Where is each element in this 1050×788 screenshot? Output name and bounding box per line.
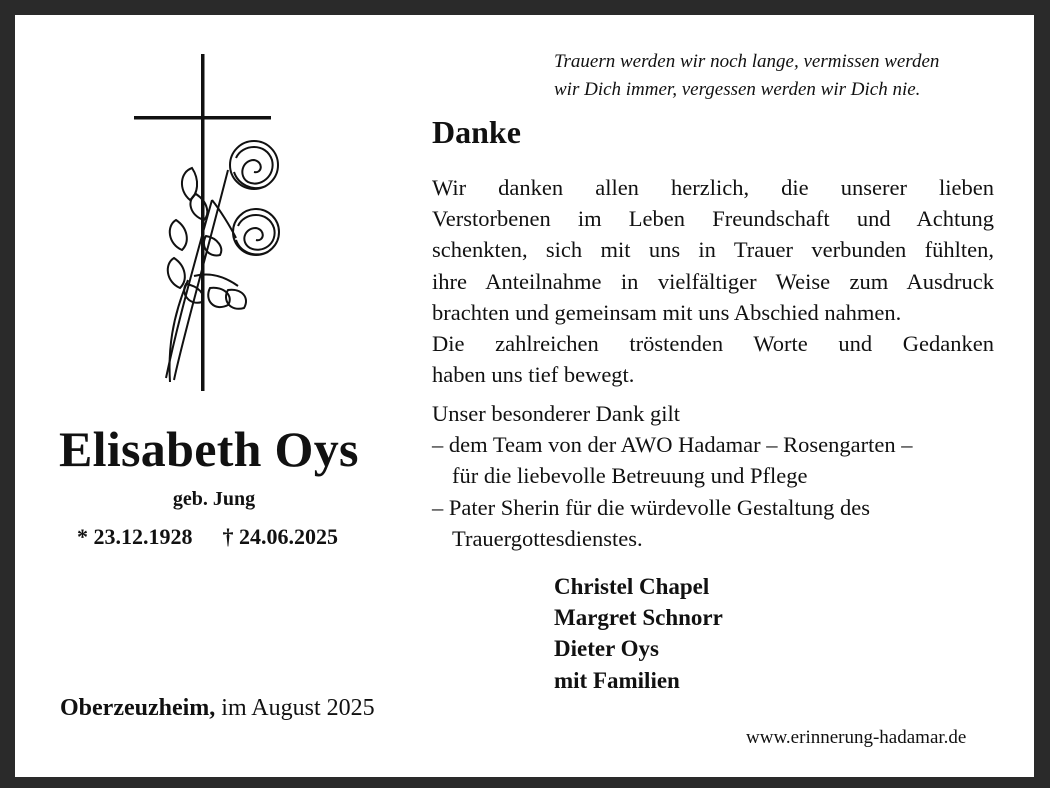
death-date: † 24.06.2025 xyxy=(222,524,338,549)
birth-date: * 23.12.1928 xyxy=(77,524,193,549)
signer-name: Margret Schnorr xyxy=(554,605,723,631)
signer-name: Dieter Oys xyxy=(554,636,659,662)
thanks-line: schenkten, sich mit uns in Trauer verbunden fühlten, xyxy=(432,237,994,263)
place-town: Oberzeuzheim, xyxy=(60,695,216,721)
life-dates xyxy=(77,524,338,550)
signer-name: Christel Chapel xyxy=(554,574,710,599)
place-date: im August 2025 xyxy=(215,695,375,721)
thanks-line: Verstorbenen im Leben Freundschaft und Achtung xyxy=(432,206,994,232)
roses-icon xyxy=(166,141,279,382)
thanks-heading: Danke xyxy=(432,114,521,150)
birth-name: geb. Jung xyxy=(172,488,256,510)
motto-line-2: wir Dich immer, vergessen werden wir Dich nie. xyxy=(554,79,921,100)
motto-line-1: Trauern werden wir noch lange, vermissen werden xyxy=(554,51,940,72)
thanks-line: Wir danken allen herzlich, die unserer lieben xyxy=(432,175,994,200)
cross-with-roses-illustration xyxy=(120,50,290,400)
list-item: – Pater Sherin für die würdevolle Gestaltung des xyxy=(432,494,871,520)
thanks-line: Die zahlreichen tröstenden Worte und Gedanken xyxy=(432,330,994,356)
list-item-continuation: Trauergottesdienstes. xyxy=(452,525,643,551)
website-link[interactable]: www.erinnerung-hadamar.de xyxy=(746,727,967,748)
thanks-line: ihre Anteilnahme in vielfältiger Weise zum Ausdruck xyxy=(432,268,994,294)
special-thanks-list xyxy=(432,398,912,554)
signers-block xyxy=(554,571,723,696)
cross-icon xyxy=(120,50,290,395)
place-and-date xyxy=(60,695,375,722)
motto-quote xyxy=(554,48,939,104)
signer-name: mit Familien xyxy=(554,667,680,693)
list-item-continuation: für die liebevolle Betreuung und Pflege xyxy=(452,463,808,489)
special-thanks-intro: Unser besonderer Dank gilt xyxy=(432,401,681,426)
thanks-line: haben uns tief bewegt. xyxy=(432,362,635,388)
list-item: – dem Team von der AWO Hadamar – Rosengarten – xyxy=(432,432,913,458)
thanks-paragraph xyxy=(432,172,994,390)
thanks-line: brachten und gemeinsam mit uns Abschied nahmen. xyxy=(432,299,902,325)
deceased-name: Elisabeth Oys xyxy=(59,421,359,477)
